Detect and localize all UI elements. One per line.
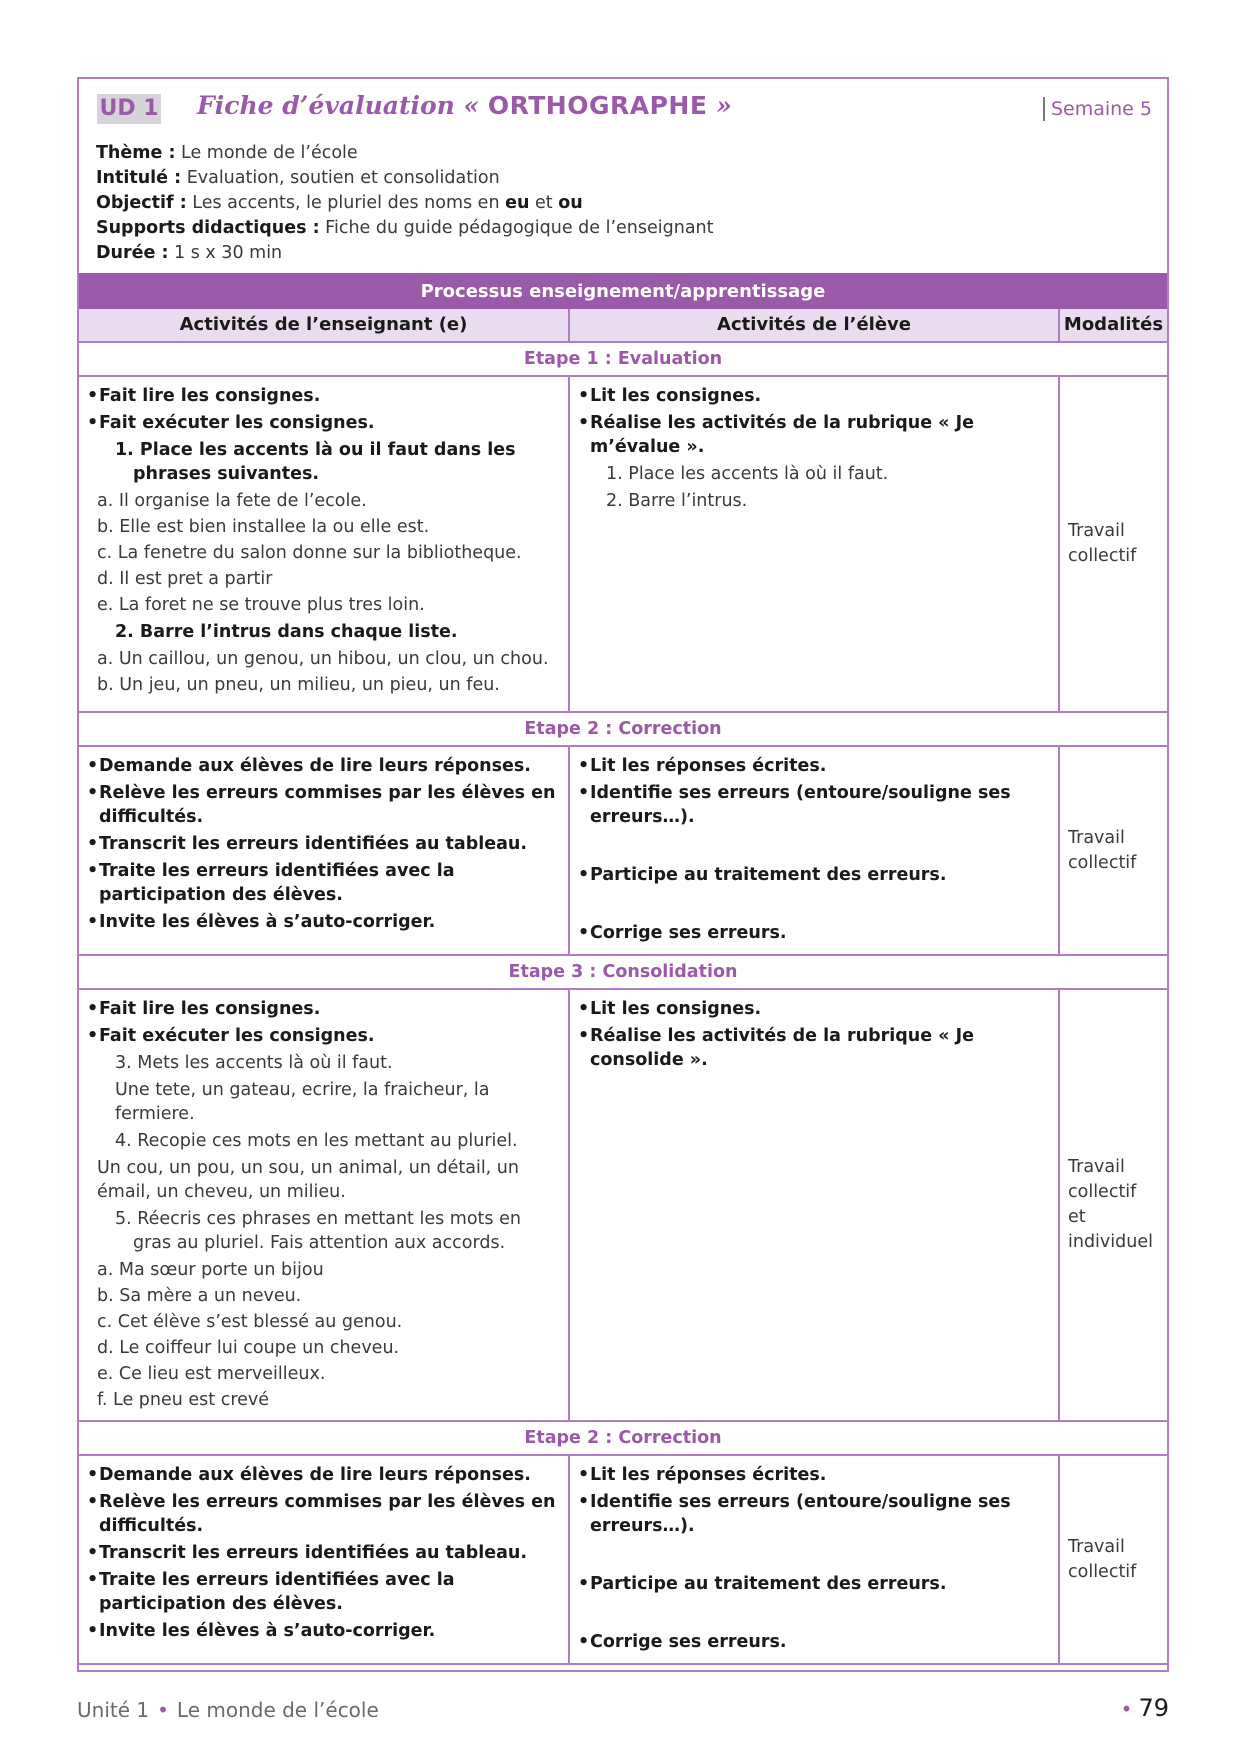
list-item: • Demande aux élèves de lire leurs réponses. <box>87 754 560 778</box>
col-teacher: Activités de l’enseignant (e) <box>79 309 569 342</box>
list-item: • Invite les élèves à s’auto-corriger. <box>87 1619 560 1643</box>
list-item: • Fait lire les consignes. <box>87 384 560 408</box>
list-item: 2. Barre l’intrus. <box>606 491 748 511</box>
list-item: 1. Place les accents là où il faut. <box>606 464 889 484</box>
list-item: • Lit les consignes. <box>578 384 1050 408</box>
step-3-content <box>79 989 1167 1421</box>
list-item: • Demande aux élèves de lire leurs réponses. <box>87 1463 560 1487</box>
teacher-activities <box>79 746 569 955</box>
list-item: • Relève les erreurs commises par les élèves en difficultés. <box>87 1490 560 1538</box>
list-item: • Corrige ses erreurs. <box>578 921 1050 945</box>
meta-objectif: Objectif : Les accents, le pluriel des noms en eu et ou <box>96 193 583 213</box>
list-item: • Relève les erreurs commises par les élèves en difficultés. <box>87 781 560 829</box>
list-item: 5. Réecris ces phrases en mettant les mots en gras au pluriel. Fais attention aux accords. <box>115 1209 521 1253</box>
list-item: e. Ce lieu est merveilleux. <box>97 1364 326 1384</box>
list-item: d. Il est pret a partir <box>97 569 273 589</box>
list-item: 3. Mets les accents là où il faut. <box>115 1053 393 1073</box>
list-item: • Transcrit les erreurs identifiées au tableau. <box>87 832 560 856</box>
title-prefix: Fiche d’évaluation « <box>197 91 488 120</box>
col-student: Activités de l’élève <box>569 309 1059 342</box>
list-item: • Invite les élèves à s’auto-corriger. <box>87 910 560 934</box>
list-item: • Lit les consignes. <box>578 997 1050 1021</box>
col-modalities: Modalités <box>1059 309 1167 342</box>
step-1-title: Etape 1 : Evaluation <box>79 342 1167 376</box>
list-item: c. La fenetre du salon donne sur la bibliotheque. <box>97 543 522 563</box>
modality: Travail collectif et individuel <box>1059 989 1167 1421</box>
unit-badge: UD 1 <box>97 94 161 124</box>
list-item: a. Ma sœur porte un bijou <box>97 1260 324 1280</box>
process-band: Processus enseignement/apprentissage <box>79 273 1167 309</box>
footer-unit: Unité 1 • Le monde de l’école <box>77 1698 379 1722</box>
student-activities <box>569 1455 1059 1664</box>
list-item: c. Cet élève s’est blessé au genou. <box>97 1312 403 1332</box>
step-4-content <box>79 1455 1167 1664</box>
meta-duree: Durée : 1 s x 30 min <box>96 243 283 263</box>
evaluation-sheet <box>77 77 1169 1672</box>
list-item: e. La foret ne se trouve plus tres loin. <box>97 595 425 615</box>
list-item: • Lit les réponses écrites. <box>578 1463 1050 1487</box>
list-item: • Identifie ses erreurs (entoure/souligne ses erreurs…). <box>578 1490 1050 1538</box>
modality: Travail collectif <box>1059 746 1167 955</box>
list-item: • Transcrit les erreurs identifiées au tableau. <box>87 1541 560 1565</box>
list-item: • Réalise les activités de la rubrique « Je consolide ». <box>578 1024 1050 1072</box>
student-activities <box>569 989 1059 1421</box>
list-item: • Lit les réponses écrites. <box>578 754 1050 778</box>
step-1-content <box>79 376 1167 712</box>
sheet-header <box>79 79 1167 273</box>
list-item: f. Le pneu est crevé <box>97 1390 270 1410</box>
list-item: • Fait exécuter les consignes. <box>87 1024 560 1048</box>
list-item: • Participe au traitement des erreurs. <box>578 1572 1050 1596</box>
list-item: d. Le coiffeur lui coupe un cheveu. <box>97 1338 400 1358</box>
list-item: a. Il organise la fete de l’ecole. <box>97 491 367 511</box>
teacher-activities <box>79 376 569 712</box>
list-item: • Identifie ses erreurs (entoure/souligne ses erreurs…). <box>578 781 1050 829</box>
list-item: • Traite les erreurs identifiées avec la participation des élèves. <box>87 859 560 907</box>
list-item: • Fait exécuter les consignes. <box>87 411 560 435</box>
list-item: 4. Recopie ces mots en les mettant au pluriel. <box>115 1131 518 1151</box>
title-subject: ORTHOGRAPHE <box>487 91 708 120</box>
step-row <box>79 342 1167 376</box>
list-item: Un cou, un pou, un sou, un animal, un détail, un émail, un cheveu, un milieu. <box>97 1158 519 1202</box>
list-item: Une tete, un gateau, ecrire, la fraicheur, la fermiere. <box>115 1080 490 1124</box>
meta-theme: Thème : Le monde de l’école <box>96 143 358 163</box>
sheet-meta <box>96 141 714 266</box>
step-2-content <box>79 746 1167 955</box>
activities-table <box>79 309 1167 1665</box>
list-item: 1. Place les accents là ou il faut dans les phrases suivantes. <box>115 440 516 484</box>
student-activities <box>569 746 1059 955</box>
step-row <box>79 955 1167 989</box>
list-item: 2. Barre l’intrus dans chaque liste. <box>115 622 458 642</box>
title-suffix: » <box>707 91 732 120</box>
list-item: b. Sa mère a un neveu. <box>97 1286 302 1306</box>
modality: Travail collectif <box>1059 376 1167 712</box>
step-3-title: Etape 3 : Consolidation <box>79 955 1167 989</box>
teacher-activities <box>79 1455 569 1664</box>
step-row <box>79 712 1167 746</box>
list-item: b. Elle est bien installee la ou elle est. <box>97 517 430 537</box>
sheet-title <box>197 91 732 120</box>
student-activities <box>569 376 1059 712</box>
list-item: • Réalise les activités de la rubrique « Je m’évalue ». <box>578 411 1050 459</box>
meta-intitule: Intitulé : Evaluation, soutien et consolidation <box>96 168 500 188</box>
column-header-row <box>79 309 1167 342</box>
teacher-activities <box>79 989 569 1421</box>
week-label: Semaine 5 <box>1043 97 1152 121</box>
step-4-title: Etape 2 : Correction <box>79 1421 1167 1455</box>
list-item: • Corrige ses erreurs. <box>578 1630 1050 1654</box>
step-row <box>79 1421 1167 1455</box>
modality: Travail collectif <box>1059 1455 1167 1664</box>
list-item: b. Un jeu, un pneu, un milieu, un pieu, un feu. <box>97 675 500 695</box>
list-item: a. Un caillou, un genou, un hibou, un clou, un chou. <box>97 649 549 669</box>
page-number: • 79 <box>1120 1694 1169 1722</box>
list-item: • Traite les erreurs identifiées avec la participation des élèves. <box>87 1568 560 1616</box>
list-item: • Participe au traitement des erreurs. <box>578 863 1050 887</box>
step-2-title: Etape 2 : Correction <box>79 712 1167 746</box>
list-item: • Fait lire les consignes. <box>87 997 560 1021</box>
meta-supports: Supports didactiques : Fiche du guide pédagogique de l’enseignant <box>96 218 714 238</box>
